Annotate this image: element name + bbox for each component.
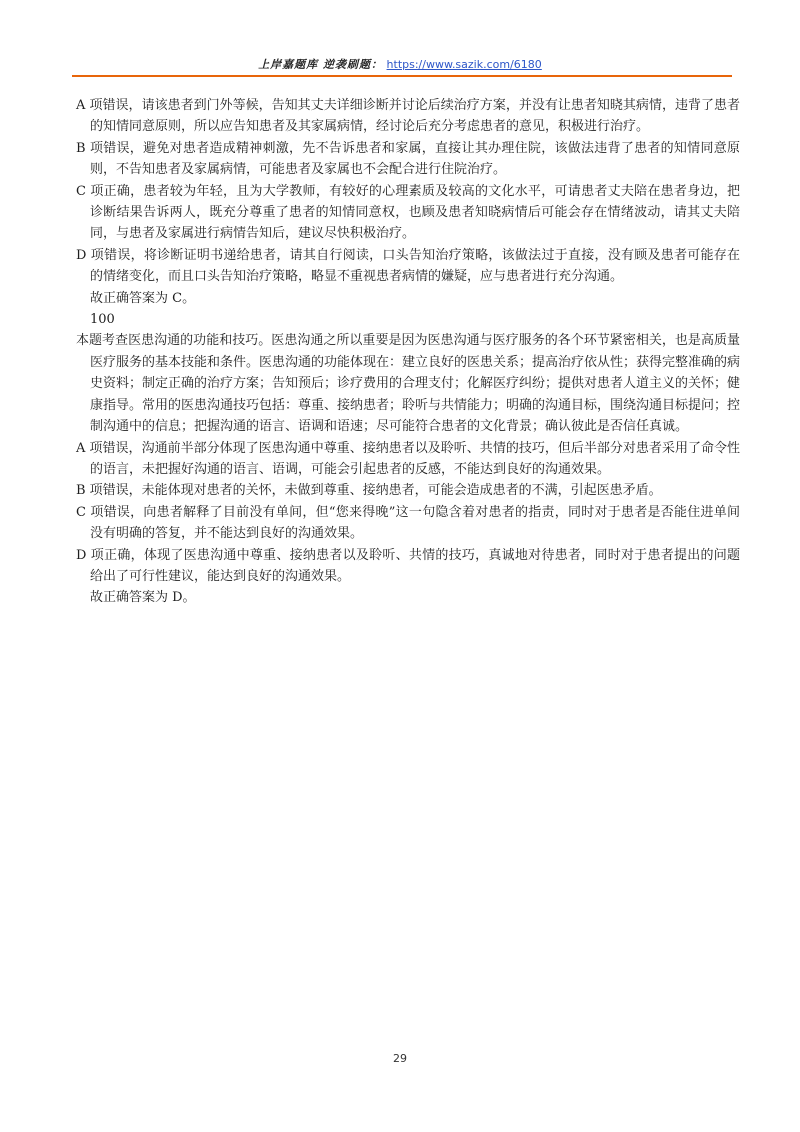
paragraph-option-d: D 项错误，将诊断证明书递给患者，请其自行阅读，口头告知治疗策略，该做法过于直接，没有顾及患者可能存在的情绪变化，而且口头告知治疗策略，略显不重视患者病情的嫌疑，应与患者进行充分沟通。 <box>76 247 740 285</box>
paragraph-explanation: 本题考查医患沟通的功能和技巧。医患沟通之所以重要是因为医患沟通与医疗服务的各个环节紧密相关，也是高质量医疗服务的基本技能和条件。医患沟通的功能体现在：建立良好的医患关系；提高治疗依从性；获得完整准确的病史资料；制定正确的治疗方案；告知预后；诊疗费用的合理支付；化解医疗纠纷；提供对患者人道主义的关怀；健康指导。常用的医患沟通技巧包括：尊重、接纳患者；聆听与共情能力；明确的沟通目标，围绕沟通目标提问；控制沟通中的信息；把握沟通的语言、语调和语速；尽可能符合患者的文化背景；确认彼此是否信任真诚。 <box>76 333 741 435</box>
paragraph-option-b: B 项错误，避免对患者造成精神刺激，先不告诉患者和家属，直接让其办理住院，该做法违背了患者的知情同意原则，不告知患者及家属病情，可能患者及家属也不会配合进行住院治疗。 <box>76 140 740 178</box>
header-divider <box>72 75 732 77</box>
question-number: 100 <box>90 312 115 328</box>
header-line <box>0 58 800 72</box>
paragraph-option-a: A 项错误，请该患者到门外等候，告知其丈夫详细诊断并讨论后续治疗方案，并没有让患者知晓其病情，违背了患者的知情同意原则，所以应告知患者及其家属病情，经讨论后充分考虑患者的意见，积极进行治疗。 <box>76 98 740 135</box>
page-number: 29 <box>393 1052 407 1065</box>
paragraph-option-c: C 项错误，向患者解释了目前没有单间，但“您来得晚”这一句隐含着对患者的指责，同时对于患者是否能住进单间没有明确的答复，并不能达到良好的沟通效果。 <box>76 504 740 542</box>
header-link[interactable]: https://www.sazik.com/6180 <box>386 58 542 71</box>
paragraph-option-b: B 项错误，未能体现对患者的关怀，未做到尊重、接纳患者，可能会造成患者的不满，引起医患矛盾。 <box>76 483 662 499</box>
paragraph-option-d: D 项正确，体现了医患沟通中尊重、接纳患者以及聆听、共情的技巧，真诚地对待患者，同时对于患者提出的问题给出了可行性建议，能达到良好的沟通效果。 <box>76 547 740 584</box>
paragraph-option-a: A 项错误，沟通前半部分体现了医患沟通中尊重、接纳患者以及聆听、共情的技巧，但后半部分对患者采用了命令性的语言，未把握好沟通的语言、语调，可能会引起患者的反感，不能达到良好的沟通效果。 <box>76 440 740 477</box>
paragraph-option-c: C 项正确，患者较为年轻，且为大学教师，有较好的心理素质及较高的文化水平，可请患者丈夫陪在患者身边，把诊断结果告诉两人，既充分尊重了患者的知情同意权，也顾及患者知晓病情后可能会存在情绪波动，请其丈夫陪同，与患者及家属进行病情告知后，建议尽快积极治疗。 <box>76 183 740 242</box>
header-label: 上岸嘉题库 逆袭刷题： <box>258 58 384 71</box>
answer-line: 故正确答案为 D。 <box>90 590 196 606</box>
answer-line: 故正确答案为 C。 <box>90 290 196 306</box>
document-body <box>76 95 741 609</box>
page-header <box>0 0 800 80</box>
